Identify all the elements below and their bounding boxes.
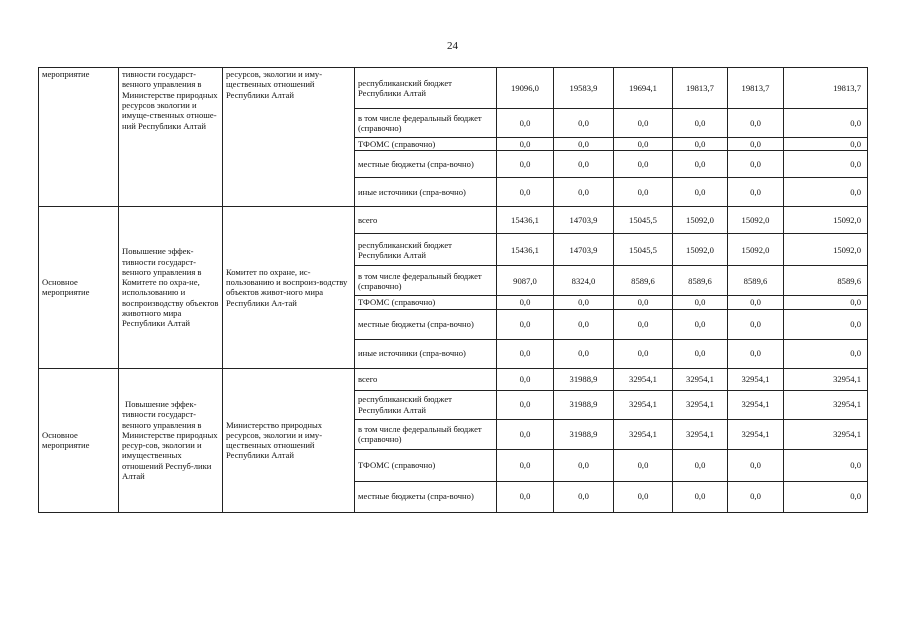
amount-cell: 19813,7 — [728, 68, 784, 109]
amount-cell: 0,0 — [784, 296, 868, 309]
amount-cell: 0,0 — [497, 151, 554, 178]
amount-cell: 0,0 — [497, 419, 554, 449]
funding-source-cell: иные источники (спра-вочно) — [355, 178, 497, 207]
amount-cell: 8589,6 — [784, 266, 868, 296]
amount-cell: 0,0 — [784, 449, 868, 481]
funding-source-cell: местные бюджеты (спра-вочно) — [355, 309, 497, 339]
amount-cell: 15436,1 — [497, 207, 554, 234]
amount-cell: 32954,1 — [673, 368, 728, 390]
amount-cell: 15045,5 — [614, 207, 673, 234]
amount-cell: 15092,0 — [728, 207, 784, 234]
amount-cell: 19813,7 — [673, 68, 728, 109]
amount-cell: 0,0 — [554, 449, 614, 481]
executor-cell: Комитет по охране, ис-пользованию и воспроиз-водству объектов живот-ного мира Республики Ал-тай — [223, 207, 355, 368]
amount-cell: 0,0 — [673, 178, 728, 207]
amount-cell: 0,0 — [728, 309, 784, 339]
amount-cell: 15045,5 — [614, 234, 673, 266]
amount-cell: 19813,7 — [784, 68, 868, 109]
funding-source-cell: всего — [355, 368, 497, 390]
amount-cell: 0,0 — [497, 339, 554, 368]
amount-cell: 0,0 — [554, 138, 614, 151]
amount-cell: 32954,1 — [728, 368, 784, 390]
amount-cell: 0,0 — [554, 339, 614, 368]
amount-cell: 0,0 — [728, 449, 784, 481]
amount-cell: 0,0 — [614, 296, 673, 309]
amount-cell: 32954,1 — [614, 419, 673, 449]
amount-cell: 0,0 — [673, 138, 728, 151]
amount-cell: 0,0 — [784, 138, 868, 151]
amount-cell: 0,0 — [673, 151, 728, 178]
amount-cell: 0,0 — [728, 151, 784, 178]
amount-cell: 0,0 — [554, 481, 614, 512]
amount-cell: 0,0 — [784, 481, 868, 512]
amount-cell: 31988,9 — [554, 419, 614, 449]
amount-cell: 32954,1 — [614, 368, 673, 390]
amount-cell: 0,0 — [614, 339, 673, 368]
amount-cell: 0,0 — [497, 481, 554, 512]
amount-cell: 15092,0 — [673, 207, 728, 234]
funding-source-cell: всего — [355, 207, 497, 234]
funding-source-cell: иные источники (спра-вочно) — [355, 339, 497, 368]
event-type-cell: Основное мероприятие — [39, 207, 119, 368]
amount-cell: 0,0 — [614, 151, 673, 178]
amount-cell: 0,0 — [497, 309, 554, 339]
amount-cell: 0,0 — [614, 109, 673, 138]
amount-cell: 0,0 — [497, 449, 554, 481]
amount-cell: 8324,0 — [554, 266, 614, 296]
amount-cell: 8589,6 — [673, 266, 728, 296]
amount-cell: 0,0 — [554, 178, 614, 207]
budget-table — [38, 67, 868, 513]
amount-cell: 32954,1 — [784, 419, 868, 449]
amount-cell: 32954,1 — [784, 368, 868, 390]
event-name-cell: Повышение эффек-тивности государст-венного управления в Комитете по охра-не, использованию и воспроизводству объектов животного мира Республики Алтай — [119, 207, 223, 368]
amount-cell: 15092,0 — [673, 234, 728, 266]
funding-source-cell: в том числе федеральный бюджет (справочно) — [355, 266, 497, 296]
amount-cell: 0,0 — [497, 178, 554, 207]
amount-cell: 0,0 — [673, 296, 728, 309]
page-number: 24 — [447, 40, 458, 52]
amount-cell: 32954,1 — [673, 390, 728, 419]
amount-cell: 32954,1 — [784, 390, 868, 419]
amount-cell: 0,0 — [497, 109, 554, 138]
event-type-cell: Основное мероприятие — [39, 368, 119, 512]
funding-source-cell: республиканский бюджет Республики Алтай — [355, 390, 497, 419]
funding-source-cell: ТФОМС (справочно) — [355, 138, 497, 151]
funding-source-cell: республиканский бюджет Республики Алтай — [355, 234, 497, 266]
amount-cell: 8589,6 — [614, 266, 673, 296]
amount-cell: 14703,9 — [554, 207, 614, 234]
amount-cell: 0,0 — [614, 178, 673, 207]
amount-cell: 15092,0 — [784, 234, 868, 266]
amount-cell: 0,0 — [497, 138, 554, 151]
amount-cell: 31988,9 — [554, 368, 614, 390]
event-type-cell: мероприятие — [39, 68, 119, 207]
amount-cell: 32954,1 — [673, 419, 728, 449]
amount-cell: 0,0 — [728, 339, 784, 368]
amount-cell: 0,0 — [728, 481, 784, 512]
amount-cell: 0,0 — [497, 390, 554, 419]
amount-cell: 0,0 — [728, 296, 784, 309]
amount-cell: 0,0 — [554, 296, 614, 309]
amount-cell: 14703,9 — [554, 234, 614, 266]
funding-source-cell: республиканский бюджет Республики Алтай — [355, 68, 497, 109]
amount-cell: 32954,1 — [614, 390, 673, 419]
amount-cell: 0,0 — [784, 178, 868, 207]
table-row — [39, 68, 868, 109]
amount-cell: 31988,9 — [554, 390, 614, 419]
amount-cell: 15092,0 — [728, 234, 784, 266]
amount-cell: 0,0 — [614, 449, 673, 481]
executor-cell: Министерство природных ресурсов, экологии и иму-щественных отношений Республики Алтай — [223, 368, 355, 512]
amount-cell: 0,0 — [784, 109, 868, 138]
table-row — [39, 368, 868, 390]
amount-cell: 19583,9 — [554, 68, 614, 109]
amount-cell: 0,0 — [554, 151, 614, 178]
amount-cell: 0,0 — [497, 296, 554, 309]
amount-cell: 8589,6 — [728, 266, 784, 296]
event-name-cell: Повышение эффек-тивности государст-венного управления в Министерстве природных ресур-сов, экологии и имущественных отношений Респуб-лики Алтай — [119, 368, 223, 512]
amount-cell: 32954,1 — [728, 390, 784, 419]
funding-source-cell: ТФОМС (справочно) — [355, 449, 497, 481]
amount-cell: 0,0 — [673, 109, 728, 138]
amount-cell: 0,0 — [614, 309, 673, 339]
amount-cell: 19694,1 — [614, 68, 673, 109]
amount-cell: 0,0 — [673, 309, 728, 339]
amount-cell: 0,0 — [497, 368, 554, 390]
amount-cell: 0,0 — [614, 138, 673, 151]
amount-cell: 0,0 — [784, 309, 868, 339]
amount-cell: 0,0 — [784, 339, 868, 368]
amount-cell: 0,0 — [554, 109, 614, 138]
amount-cell: 0,0 — [554, 309, 614, 339]
amount-cell: 15092,0 — [784, 207, 868, 234]
amount-cell: 0,0 — [614, 481, 673, 512]
amount-cell: 0,0 — [673, 449, 728, 481]
amount-cell: 0,0 — [673, 481, 728, 512]
amount-cell: 15436,1 — [497, 234, 554, 266]
amount-cell: 0,0 — [728, 178, 784, 207]
amount-cell: 32954,1 — [728, 419, 784, 449]
amount-cell: 0,0 — [728, 138, 784, 151]
funding-source-cell: в том числе федеральный бюджет (справочно) — [355, 419, 497, 449]
funding-source-cell: в том числе федеральный бюджет (справочно) — [355, 109, 497, 138]
funding-source-cell: ТФОМС (справочно) — [355, 296, 497, 309]
amount-cell: 9087,0 — [497, 266, 554, 296]
executor-cell: ресурсов, экологии и иму-щественных отношений Республики Алтай — [223, 68, 355, 207]
table-row — [39, 207, 868, 234]
event-name-cell: тивности государст-венного управления в Министерстве природных ресурсов экологии и имуще-ственных отноше-ний Республики Алтай — [119, 68, 223, 207]
amount-cell: 19096,0 — [497, 68, 554, 109]
amount-cell: 0,0 — [728, 109, 784, 138]
amount-cell: 0,0 — [784, 151, 868, 178]
funding-source-cell: местные бюджеты (спра-вочно) — [355, 151, 497, 178]
funding-source-cell: местные бюджеты (спра-вочно) — [355, 481, 497, 512]
amount-cell: 0,0 — [673, 339, 728, 368]
